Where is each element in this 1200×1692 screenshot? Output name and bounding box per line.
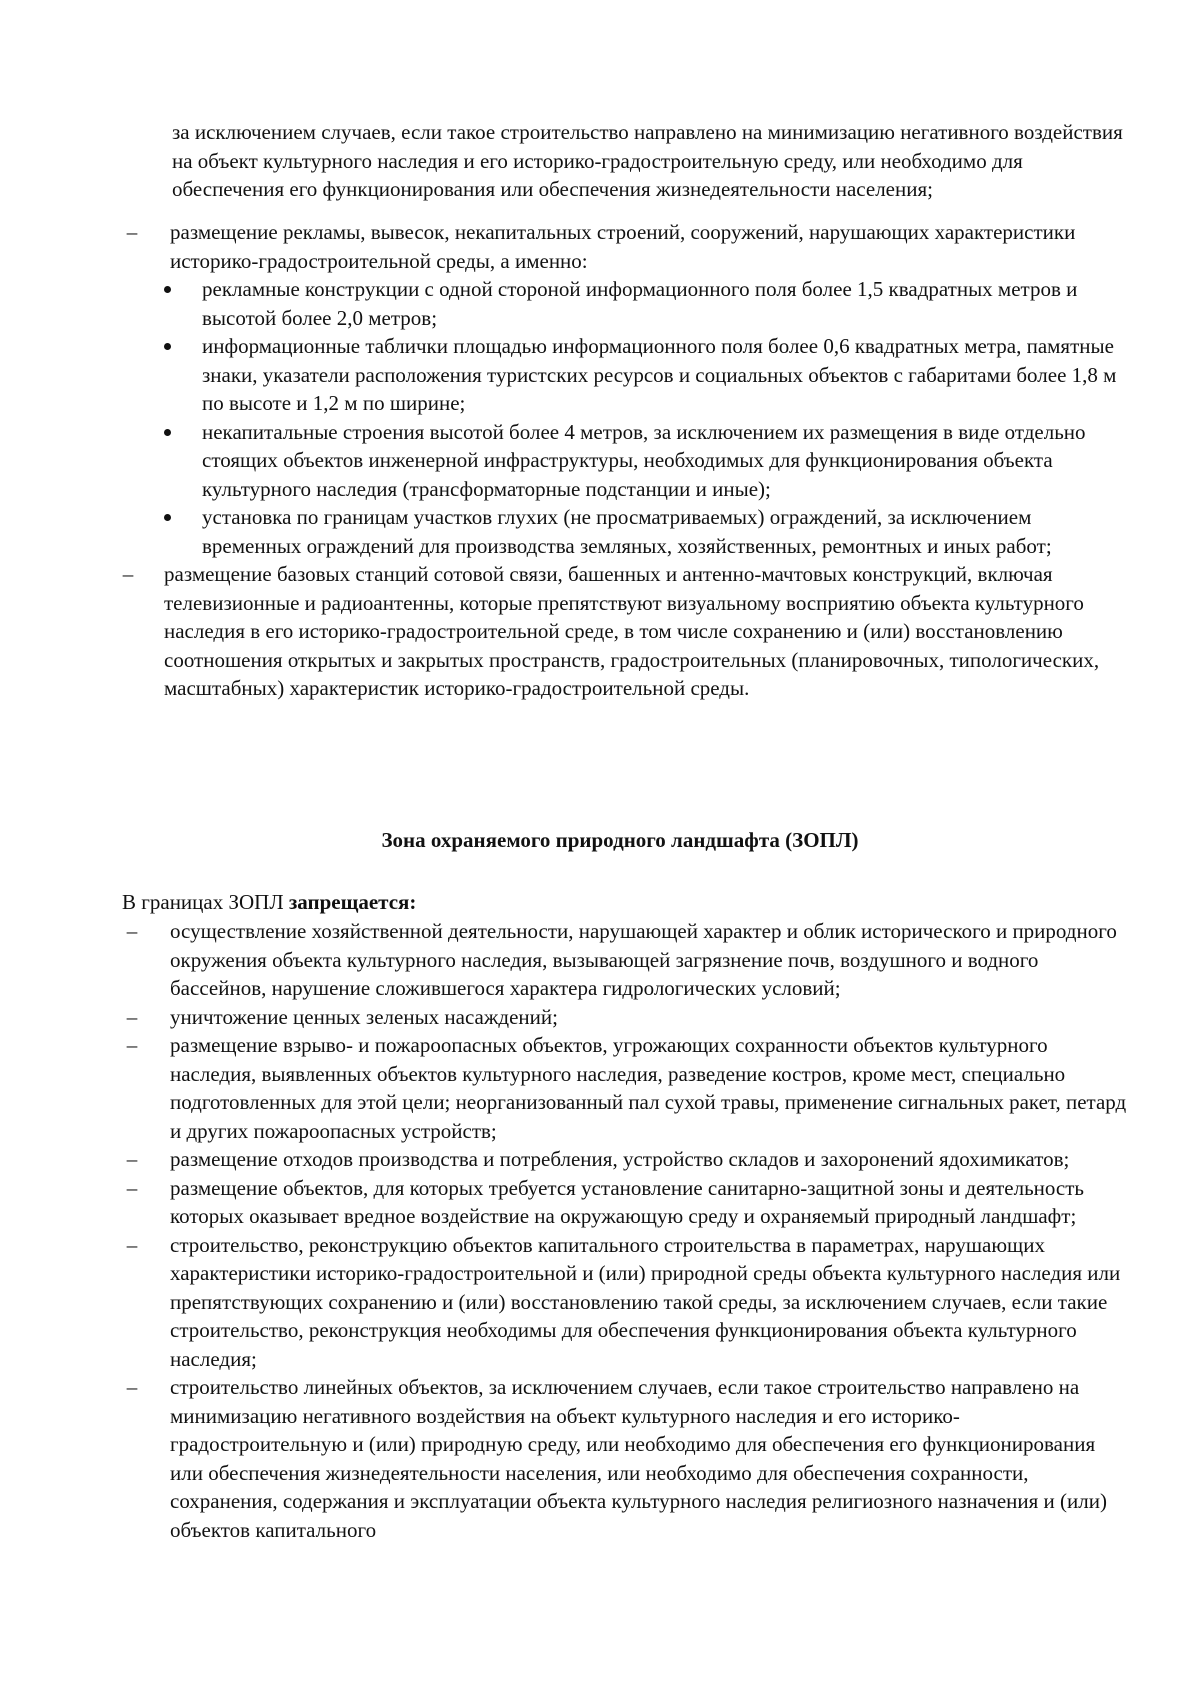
list-item-text: размещение объектов, для которых требуется установление санитарно-защитной зоны и деятельность которых оказывает вредное воздействие на окружающую среду и охраняемый природный ландшафт; bbox=[170, 1175, 1084, 1228]
bullet-icon bbox=[164, 286, 171, 293]
list-item-text: размещение взрыво- и пожароопасных объектов, угрожающих сохранности объектов культурного наследия, выявленных объектов культурного наследия, разведение костров, кроме мест, специально подготовленных для этой цели; неорганизованный пал сухой травы, применение сигнальных ракет, петард и других пожароопасных устройств; bbox=[170, 1033, 1127, 1143]
list-item bbox=[122, 1373, 1132, 1544]
lead-prefix: В границах ЗОПЛ bbox=[122, 890, 289, 914]
list-item bbox=[122, 218, 1132, 560]
list-item bbox=[118, 560, 1132, 703]
lead-bold: запрещается: bbox=[288, 890, 417, 914]
section1-list bbox=[122, 218, 1132, 703]
section2-list bbox=[122, 917, 1132, 1544]
bullet-text: рекламные конструкции с одной стороной информационного поля более 1,5 квадратных метров и высотой более 2,0 метров; bbox=[202, 277, 1078, 330]
dash-marker: – bbox=[126, 919, 138, 943]
bullet-item bbox=[162, 275, 1132, 332]
dash-marker: – bbox=[126, 1175, 138, 1200]
section-heading: Зона охраняемого природного ландшафта (ЗОПЛ) bbox=[381, 828, 859, 852]
bullet-icon bbox=[164, 429, 171, 436]
bullet-text: установка по границам участков глухих (не просматриваемых) ограждений, за исключением временных ограждений для производства земляных, хозяйственных, ремонтных и иных работ; bbox=[202, 505, 1052, 558]
list-item bbox=[122, 1231, 1132, 1374]
lead-line bbox=[122, 888, 416, 917]
dash-marker: – bbox=[126, 220, 138, 244]
list-item bbox=[122, 1174, 1132, 1231]
intro-paragraph: за исключением случаев, если такое строительство направлено на минимизацию негативного воздействия на объект культурного наследия и его историко-градостроительную среду, или необходимо для обеспечения его функционирования или обеспечения жизнедеятельности населения; bbox=[172, 120, 1123, 201]
dash-marker: – bbox=[122, 562, 134, 586]
dash-marker: – bbox=[126, 1004, 138, 1029]
list-item bbox=[122, 917, 1132, 1003]
list-item-text: размещение рекламы, вывесок, некапитальных строений, сооружений, нарушающих характеристики историко-градостроительной среды, а именно: bbox=[170, 220, 1076, 273]
bullet-item bbox=[162, 332, 1132, 418]
dash-marker: – bbox=[126, 1147, 138, 1171]
list-item-text: строительство, реконструкцию объектов капитального строительства в параметрах, нарушающих характеристики историко-градостроительной и (или) природной среды объекта культурного наследия или препятствующих сохранению и (или) восстановлению такой среды, за исключением случаев, если такие строительство, реконструкция необходимы для обеспечения функционирования объекта культурного наследия; bbox=[170, 1232, 1121, 1371]
dash-marker: – bbox=[126, 1033, 138, 1057]
dash-marker: – bbox=[126, 1232, 138, 1257]
list-item-text: осуществление хозяйственной деятельности, нарушающей характер и облик исторического и природного окружения объекта культурного наследия, вызывающей загрязнение почв, воздушного и водного бассейнов, нарушение сложившегося характера гидрологических условий; bbox=[170, 919, 1117, 1000]
bullet-list bbox=[162, 275, 1132, 560]
list-item bbox=[122, 1031, 1132, 1145]
list-item bbox=[122, 1003, 1132, 1032]
list-item-text: строительство линейных объектов, за исключением случаев, если такое строительство направлено на минимизацию негативного воздействия на объект культурного наследия и его историко-градостроительную и (или) природную среду, или необходимо для обеспечения его функционирования или обеспечения жизнедеятельности населения, или необходимо для обеспечения сохранности, сохранения, содержания и эксплуатации объекта культурного наследия религиозного назначения и (или) объектов капитального bbox=[170, 1375, 1107, 1542]
bullet-item bbox=[162, 503, 1132, 560]
list-item bbox=[122, 1145, 1132, 1174]
bullet-icon bbox=[164, 343, 171, 350]
list-item-text: размещение базовых станций сотовой связи, башенных и антенно-мачтовых конструкций, включая телевизионные и радиоантенны, которые препятствуют визуальному восприятию объекта культурного наследия в его историко-градостроительной среде, в том числе сохранению и (или) восстановлению соотношения открытых и закрытых пространств, градостроительных (планировочных, типологических, масштабных) характеристик историко-градостроительной среды. bbox=[164, 562, 1100, 700]
dash-marker: – bbox=[126, 1375, 138, 1399]
list-item-text: размещение отходов производства и потребления, устройство складов и захоронений ядохимикатов; bbox=[170, 1147, 1070, 1171]
list-item-text: уничтожение ценных зеленых насаждений; bbox=[170, 1004, 558, 1029]
bullet-item bbox=[162, 418, 1132, 504]
bullet-text: информационные таблички площадью информационного поля более 0,6 квадратных метра, памятные знаки, указатели расположения туристских ресурсов и социальных объектов с габаритами более 1,8 м по высоте и 1,2 м по ширине; bbox=[202, 334, 1117, 415]
bullet-text: некапитальные строения высотой более 4 метров, за исключением их размещения в виде отдельно стоящих объектов инженерной инфраструктуры, необходимых для функционирования объекта культурного наследия (трансформаторные подстанции и иные); bbox=[202, 419, 1086, 501]
bullet-icon bbox=[164, 514, 171, 521]
